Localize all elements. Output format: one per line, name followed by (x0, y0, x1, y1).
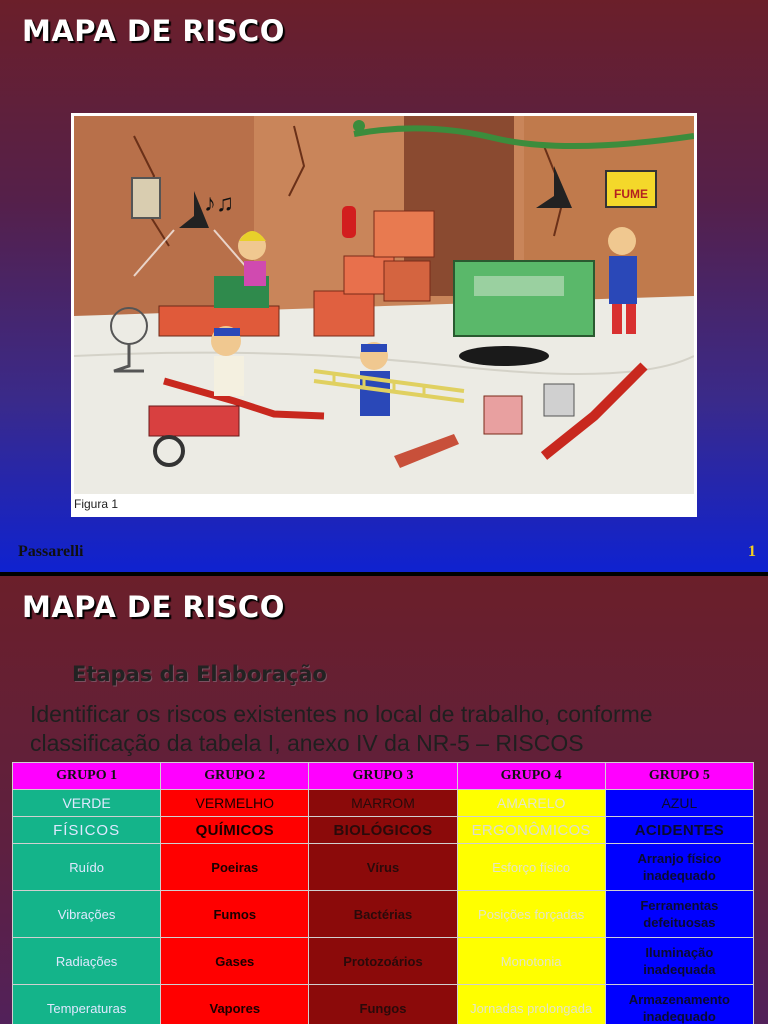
risk-item-cell: Radiações (13, 938, 161, 985)
risk-item-cell: Iluminação inadequada (605, 938, 753, 985)
table-row (13, 938, 754, 985)
group-header-row (13, 763, 754, 790)
risk-item-cell: Ruído (13, 844, 161, 891)
risk-item-cell: Protozoários (309, 938, 457, 985)
risk-item-cell: Temperaturas (13, 985, 161, 1024)
risk-item-cell: Vibrações (13, 891, 161, 938)
risk-item-cell: Poeiras (161, 844, 309, 891)
footer-author: Passarelli (18, 543, 84, 560)
risk-item-cell: Jornadas prolongada (457, 985, 605, 1024)
group-header: GRUPO 5 (605, 763, 753, 790)
table-row (13, 891, 754, 938)
group-header: GRUPO 2 (161, 763, 309, 790)
risk-item-cell: Ferramentas defeituosas (605, 891, 753, 938)
svg-text:FUME: FUME (614, 187, 648, 201)
table-row (13, 844, 754, 891)
group-header: GRUPO 1 (13, 763, 161, 790)
risk-type-cell: QUÍMICOS (161, 817, 309, 844)
risk-type-cell: BIOLÓGICOS (309, 817, 457, 844)
color-cell: AMARELO (457, 790, 605, 817)
risk-item-cell: Fungos (309, 985, 457, 1024)
table-row (13, 985, 754, 1024)
color-cell: AZUL (605, 790, 753, 817)
risk-item-cell: Vírus (309, 844, 457, 891)
slide-title: MAPA DE RISCO (22, 14, 285, 48)
group-header: GRUPO 4 (457, 763, 605, 790)
section-subtitle: Etapas da Elaboração (72, 662, 327, 686)
group-header: GRUPO 3 (309, 763, 457, 790)
risk-item-cell: Arranjo físico inadequado (605, 844, 753, 891)
description-text: Identificar os riscos existentes no local de trabalho, conforme classificação da tabela I, anexo IV da NR-5 – RISCOS (30, 701, 653, 756)
color-cell: VERDE (13, 790, 161, 817)
risk-type-cell: FÍSICOS (13, 817, 161, 844)
workplace-illustration-frame (71, 113, 697, 517)
figure-caption: Figura 1 (74, 497, 119, 511)
workplace-illustration (74, 116, 694, 494)
risk-item-cell: Posições forçadas (457, 891, 605, 938)
risk-item-cell: Bactérias (309, 891, 457, 938)
risk-group-table (12, 762, 754, 1024)
risk-item-cell: Fumos (161, 891, 309, 938)
slide-2 (0, 576, 768, 1024)
page-number: 1 (748, 543, 756, 560)
risk-type-row (13, 817, 754, 844)
svg-text:♪♫: ♪♫ (204, 190, 234, 217)
risk-item-cell: Armazenamento inadequado (605, 985, 753, 1024)
risk-item-cell: Esforço físico (457, 844, 605, 891)
slide-title: MAPA DE RISCO (22, 590, 285, 624)
color-cell: MARROM (309, 790, 457, 817)
risk-item-cell: Vapores (161, 985, 309, 1024)
risk-item-cell: Monotonia (457, 938, 605, 985)
risk-item-cell: Gases (161, 938, 309, 985)
color-cell: VERMELHO (161, 790, 309, 817)
risk-type-cell: ERGONÔMICOS (457, 817, 605, 844)
color-row (13, 790, 754, 817)
risk-type-cell: ACIDENTES (605, 817, 753, 844)
